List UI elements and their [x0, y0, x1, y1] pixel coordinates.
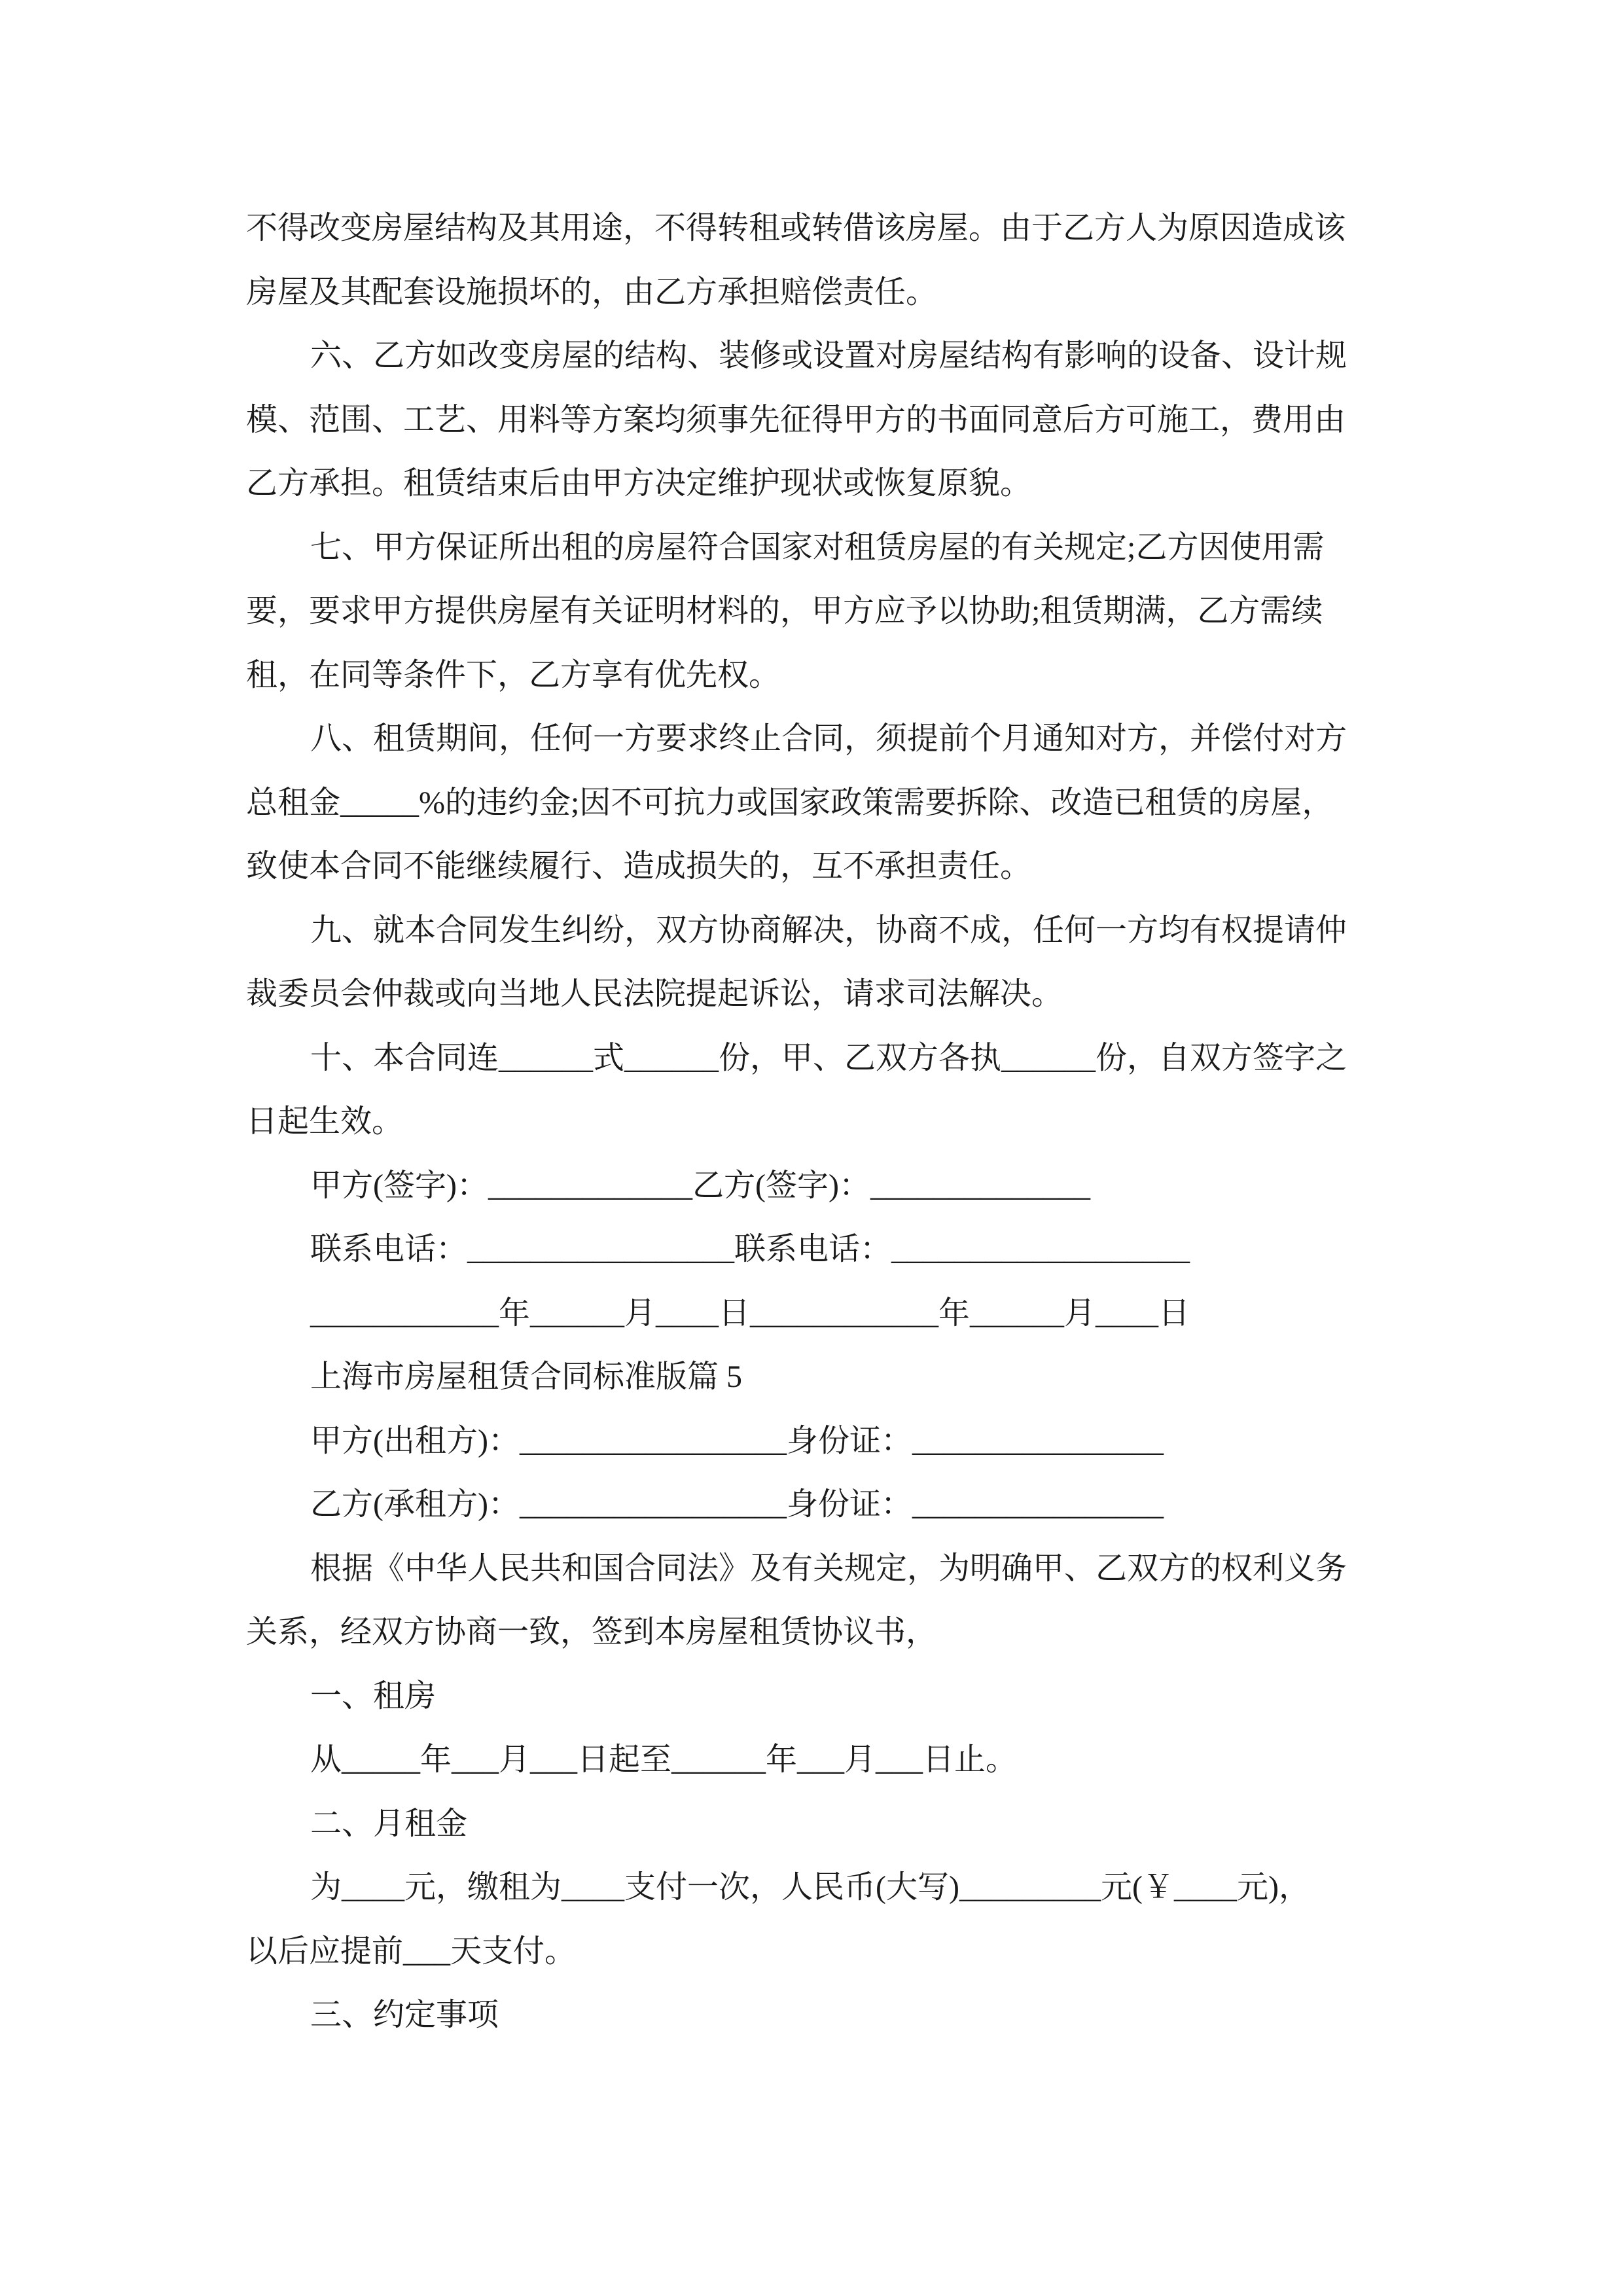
text-line: 联系电话：_________________联系电话：___________________	[310, 1232, 1190, 1266]
text-line: 三、约定事项	[310, 1998, 499, 2032]
text-line: 房屋及其配套设施损坏的，由乙方承担赔偿责任。	[246, 274, 938, 310]
text-line: ____________年______月____日____________年______月____日	[310, 1295, 1190, 1331]
text-line: 总租金_____%的违约金;因不可抗力或国家政策需要拆除、改造已租赁的房屋，	[246, 785, 1334, 820]
text-line: 甲方(出租方)：_________________身份证：________________	[310, 1423, 1164, 1458]
text-line: 二、月租金	[310, 1806, 468, 1841]
text-line: 关系，经双方协商一致，签到本房屋租赁协议书，	[246, 1615, 938, 1649]
text-line: 八、租赁期间，任何一方要求终止合同，须提前个月通知对方，并偿付对方	[310, 721, 1347, 756]
text-line: 七、甲方保证所出租的房屋符合国家对租赁房屋的有关规定;乙方因使用需	[310, 529, 1325, 565]
text-line: 租，在同等条件下，乙方享有优先权。	[246, 657, 781, 692]
text-line: 日起生效。	[246, 1104, 404, 1139]
text-line: 裁委员会仲裁或向当地人民法院提起诉讼，请求司法解决。	[246, 977, 1063, 1011]
text-line: 为____元，缴租为____支付一次，人民币(大写)_________元(￥____元)，	[310, 1870, 1310, 1905]
text-line: 上海市房屋租赁合同标准版篇 5	[310, 1359, 743, 1394]
text-line: 模、范围、工艺、用料等方案均须事先征得甲方的书面同意后方可施工，费用由	[246, 402, 1346, 437]
text-line: 六、乙方如改变房屋的结构、装修或设置对房屋结构有影响的设备、设计规	[310, 338, 1347, 373]
text-line: 从_____年___月___日起至______年___月___日止。	[310, 1742, 1018, 1777]
text-line: 十、本合同连______式______份，甲、乙双方各执______份，自双方签字之	[310, 1040, 1347, 1075]
text-line: 不得改变房屋结构及其用途，不得转租或转借该房屋。由于乙方人为原因造成该	[246, 211, 1346, 245]
text-line: 根据《中华人民共和国合同法》及有关规定，为明确甲、乙双方的权利义务	[310, 1551, 1347, 1586]
text-line: 以后应提前___天支付。	[246, 1933, 577, 1969]
text-line: 乙方(承租方)：_________________身份证：________________	[310, 1487, 1164, 1522]
document-body	[246, 196, 1378, 2047]
text-line: 甲方(签字)：_____________乙方(签字)：______________	[310, 1168, 1090, 1203]
text-line: 乙方承担。租赁结束后由甲方决定维护现状或恢复原貌。	[246, 466, 1032, 501]
text-line: 一、租房	[310, 1678, 437, 1713]
text-line: 致使本合同不能继续履行、造成损失的，互不承担责任。	[246, 849, 1032, 884]
text-line: 九、就本合同发生纠纷，双方协商解决，协商不成，任何一方均有权提请仲	[310, 912, 1347, 948]
text-line: 要，要求甲方提供房屋有关证明材料的，甲方应予以协助;租赁期满，乙方需续	[246, 594, 1323, 628]
